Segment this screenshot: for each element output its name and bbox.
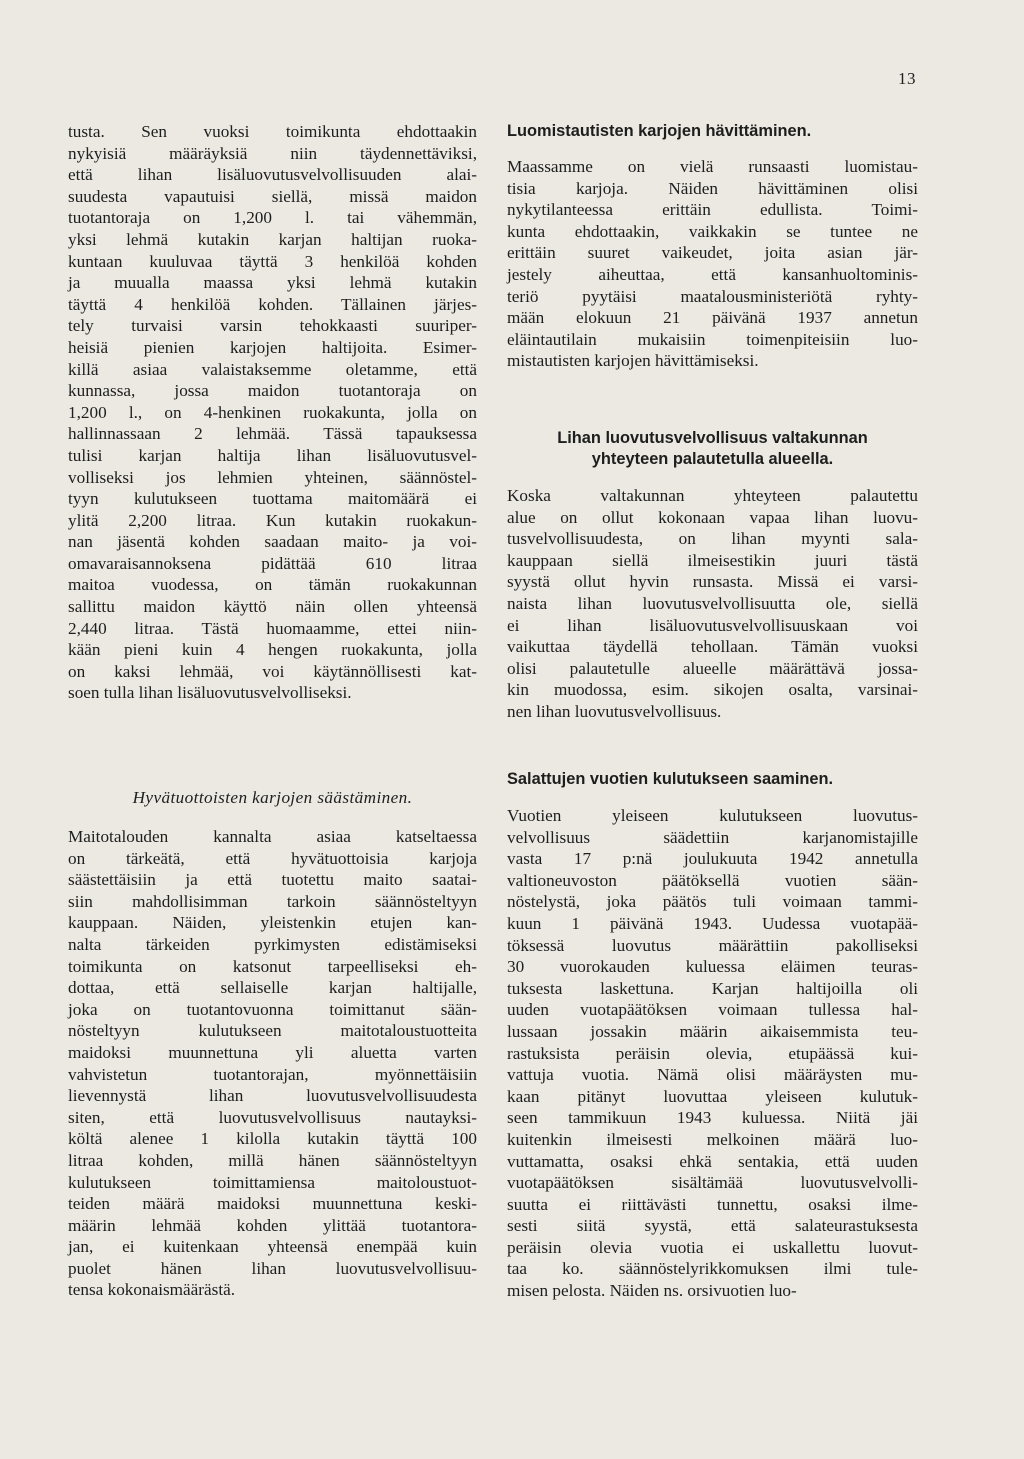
- text-line: Maassamme on vielä runsaasti luomistau-: [507, 157, 918, 176]
- text-line: hallinnassaan 2 lehmää. Tässä tapauksessa: [68, 424, 477, 444]
- text-line: suudesta vapautuisi siellä, missä maidon: [68, 186, 477, 206]
- text-line: että lihan lisäluovutusvelvollisuuden alai-: [68, 165, 477, 185]
- heading-lihan-luovutus-line-2: yhteyteen palautetulla alueella.: [591, 450, 834, 468]
- text-line: nan jäsentä kohden saadaan maito- ja voi-: [68, 532, 477, 552]
- text-line: töksessä luovutus määrättiin pakolliseksi: [507, 935, 918, 955]
- text-line: kaan pitänyt luovuttaa yleiseen kulutuk-: [507, 1086, 918, 1106]
- text-line: erittäin suuret vaikeudet, joita asian jär-: [507, 243, 918, 263]
- text-line: on kaksi lehmää, voi käytännöllisesti kat-: [68, 661, 477, 681]
- text-line: seen tammikuun 1943 kuluessa. Niitä jäi: [507, 1108, 918, 1128]
- text-line: Vuotien yleiseen kulutukseen luovutus-: [507, 806, 918, 825]
- text-line: vuttamatta, osaksi ehkä sentakia, että uuden: [507, 1151, 918, 1171]
- text-line: ja muualla maassa yksi lehmä kutakin: [68, 273, 477, 293]
- text-line: vattuja vuotia. Nämä olisi määräysten mu-: [507, 1065, 918, 1085]
- text-line: tensa kokonaismäärästä.: [68, 1280, 236, 1300]
- text-line: velvollisuus säädettiin karjanomistajille: [507, 827, 918, 847]
- heading-lihan-luovutus: [507, 428, 918, 470]
- text-line: suutta ei riittävästi tunnettu, osaksi ilme-: [507, 1194, 918, 1214]
- text-line: maitoa vuodessa, on tämän ruokakunnan: [68, 575, 477, 595]
- text-line: teiden määrä maidoksi muunnettuna keski-: [68, 1194, 477, 1214]
- text-line: maidoksi muunnettuna yli aluetta varten: [68, 1042, 477, 1062]
- text-line: jestely aiheuttaa, että kansanhuoltominis-: [507, 264, 918, 284]
- text-line: tisia karjoja. Näiden hävittäminen olisi: [507, 178, 918, 198]
- text-line: tuotantoraja on 1,200 l. tai vähemmän,: [68, 208, 477, 228]
- text-line: Koska valtakunnan yhteyteen palautettu: [507, 486, 918, 505]
- text-line: tely turvaisi varsin tehokkaasti suuriper-: [68, 316, 477, 336]
- text-line: omavaraisannoksena pidättää 610 litraa: [68, 553, 477, 573]
- text-line: nalta tärkeiden pyrkimysten edistämiseksi: [68, 934, 477, 954]
- heading-lihan-luovutus-line-1: Lihan luovutusvelvollisuus valtakunnan: [557, 429, 868, 447]
- text-line: kauppaan. Näiden, yleistenkin etujen kan-: [68, 913, 477, 933]
- text-line: kuntaan kuuluvaa täyttä 3 henkilöä kohden: [68, 251, 477, 271]
- text-line: ylitä 2,200 litraa. Kun kutakin ruokakun-: [68, 510, 477, 530]
- text-line: säästettäisiin ja että tuotettu maito saatai-: [68, 870, 477, 890]
- left-paragraph-1: [68, 121, 477, 704]
- text-line: dottaa, että sellaiselle karjan haltijalle,: [68, 978, 477, 998]
- text-line: määrin lehmää kohden ylittää tuotantora-: [68, 1215, 477, 1235]
- text-line: nen lihan luovutusvelvollisuus.: [507, 701, 722, 721]
- text-line: kään pieni kuin 4 hengen ruokakunta, jolla: [68, 640, 477, 660]
- text-line: taa ko. säännöstelyrikkomuksen ilmi tule-: [507, 1259, 918, 1279]
- text-line: 1,200 l., on 4-henkinen ruokakunta, jolla on: [68, 402, 477, 422]
- text-line: Maitotalouden kannalta asiaa katseltaessa: [68, 827, 477, 846]
- text-line: mistautisten karjojen hävittämiseksi.: [507, 351, 759, 371]
- text-line: kauppaan siellä ilmeisestikin juuri tästä: [507, 550, 918, 570]
- text-line: puolet hänen lihan luovutusvelvollisuu-: [68, 1258, 477, 1278]
- left-paragraph-2: [68, 826, 477, 1301]
- text-line: yksi lehmä kutakin karjan haltijan ruoka-: [68, 229, 477, 249]
- text-line: lievennystä lihan luovutusvelvollisuudesta: [68, 1086, 477, 1106]
- text-line: siin mahdollisimman tarkoin säännösteltyyn: [68, 891, 477, 911]
- text-line: nöstelystä, joka päätös tuli voimaan tammi-: [507, 892, 918, 912]
- text-line: költä alenee 1 kilolla kutakin täyttä 100: [68, 1129, 477, 1149]
- text-line: täyttä 4 henkilöä kohden. Tällainen järjes-: [68, 294, 477, 314]
- text-line: vaikuttaa täydellä tehollaan. Tämän vuoksi: [507, 637, 918, 657]
- text-line: vasta 17 p:nä joulukuuta 1942 annetulla: [507, 849, 918, 869]
- text-line: jan, ei kuitenkaan yhteensä enempää kuin: [68, 1237, 477, 1257]
- text-line: kuitenkin ilmeisesti melkoinen määrä luo-: [507, 1129, 918, 1149]
- text-line: valtioneuvoston päätöksellä vuotien sään-: [507, 870, 918, 890]
- page-number: 13: [898, 69, 916, 88]
- text-line: lussaan jossakin määrin aikaisemmista teu-: [507, 1021, 918, 1041]
- text-line: tuksesta laskettuna. Karjan haltijoilla oli: [507, 978, 918, 998]
- text-line: vuotapäätöksen sisältämää luovutusvelvolli-: [507, 1173, 918, 1193]
- text-line: tulisi karjan haltija lihan lisäluovutusvel-: [68, 445, 477, 465]
- text-line: toimikunta on katsonut tarpeelliseksi eh-: [68, 956, 477, 976]
- text-line: teriö pyytäisi maatalousministeriötä ryhty-: [507, 286, 918, 306]
- heading-luomistautisten: Luomistautisten karjojen hävittäminen.: [507, 122, 812, 140]
- text-line: sesti siitä syystä, että salateurastuksesta: [507, 1216, 918, 1236]
- text-line: 2,440 litraa. Tästä huomaamme, ettei niin-: [68, 618, 477, 638]
- text-line: sallittu maidon käyttö näin ollen yhteensä: [68, 597, 477, 617]
- text-line: naista lihan luovutusvelvollisuutta ole, siellä: [507, 593, 918, 613]
- text-line: eläintautilain mukaisiin toimenpiteisiin luo-: [507, 329, 918, 349]
- right-paragraph-2: [507, 485, 918, 723]
- text-line: soen tulla lihan lisäluovutusvelvolliseksi.: [68, 683, 352, 703]
- text-line: syystä ollut hyvin runsasta. Missä ei varsi-: [507, 572, 918, 592]
- text-line: tusta. Sen vuoksi toimikunta ehdottaakin: [68, 122, 477, 141]
- text-line: alue on ollut kokonaan vapaa lihan luovu-: [507, 507, 918, 527]
- text-line: mään elokuun 21 päivänä 1937 annetun: [507, 308, 918, 328]
- text-line: misen pelosta. Näiden ns. orsivuotien luo-: [507, 1281, 797, 1301]
- text-line: siten, että luovutusvelvollisuus nautayksi-: [68, 1107, 477, 1127]
- heading-hyvatuottoisten: Hyvätuottoisten karjojen säästäminen.: [132, 788, 413, 807]
- text-line: joka on tuotantovuonna toimittanut sään-: [68, 999, 477, 1019]
- text-line: kin muodossa, esim. sikojen osalta, varsinai-: [507, 680, 918, 700]
- text-line: killä asiaa valaistaksemme oletamme, että: [68, 359, 477, 379]
- text-line: kuun 1 päivänä 1943. Uudessa vuotapää-: [507, 913, 918, 933]
- text-line: nykyisiä määräyksiä niin täydennettäviksi,: [68, 143, 477, 163]
- text-line: peräisin olevia vuotia ei uskallettu luovut-: [507, 1237, 918, 1257]
- text-line: on tärkeätä, että hyvätuottoisia karjoja: [68, 848, 477, 868]
- text-line: kunnassa, jossa maidon tuotantoraja on: [68, 381, 477, 401]
- heading-salattujen: Salattujen vuotien kulutukseen saaminen.: [507, 770, 834, 788]
- text-line: tyyn kulutukseen tuottama maitomäärä ei: [68, 489, 477, 509]
- text-line: 30 vuorokauden kuluessa eläimen teuras-: [507, 957, 918, 977]
- text-line: tusvelvollisuudesta, on lihan myynti sala-: [507, 529, 918, 549]
- text-line: rastuksista peräisin olevia, etupäässä kui-: [507, 1043, 918, 1063]
- text-line: ei lihan lisäluovutusvelvollisuuskaan voi: [507, 615, 918, 635]
- text-line: heisiä pienien karjojen haltijoita. Esimer-: [68, 337, 477, 357]
- right-paragraph-1: [507, 156, 918, 372]
- text-line: litraa kohden, millä hänen säännösteltyyn: [68, 1150, 477, 1170]
- text-line: vahvistetun tuotantorajan, myönnettäisiin: [68, 1064, 477, 1084]
- text-line: kunta ehdottaakin, vaikkakin se tuntee ne: [507, 221, 918, 241]
- text-line: uuden vuotapäätöksen voimaan tullessa hal-: [507, 1000, 918, 1020]
- text-line: kulutukseen toimittamiensa maitoloustuot-: [68, 1172, 477, 1192]
- text-line: volliseksi jos lehmien yhteinen, säännöstel-: [68, 467, 477, 487]
- right-paragraph-3: [507, 805, 918, 1302]
- text-line: olisi palautetulle alueelle määrättävä jossa-: [507, 658, 918, 678]
- text-line: nösteltyyn kulutukseen maitotaloustuotteita: [68, 1021, 477, 1041]
- text-line: nykytilanteessa erittäin edullista. Toimi-: [507, 200, 918, 220]
